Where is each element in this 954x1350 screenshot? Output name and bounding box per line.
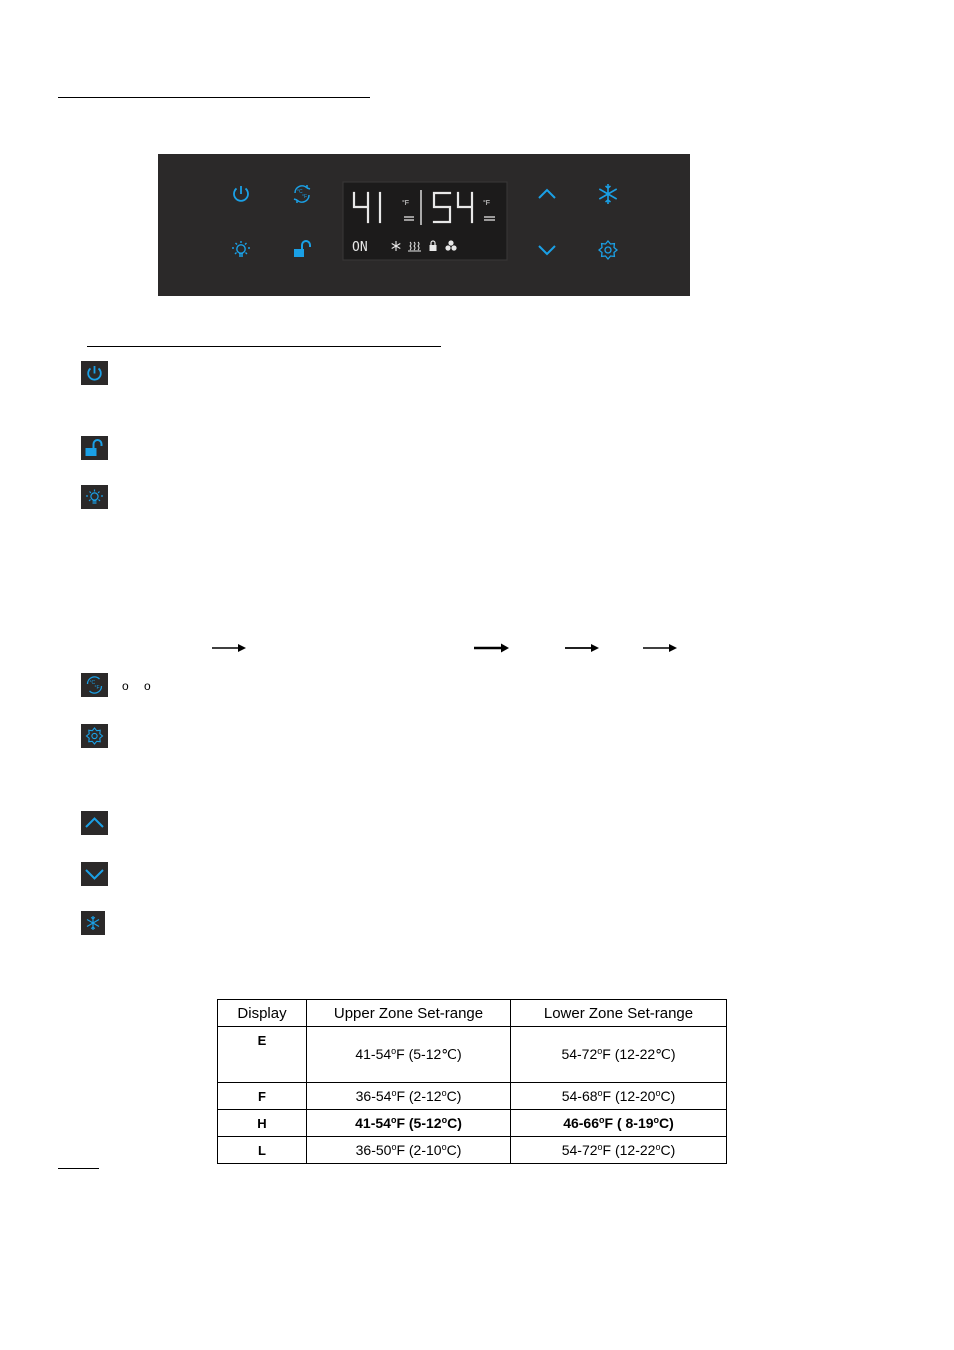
up-chevron-icon [86, 819, 103, 828]
section-underline [87, 346, 441, 347]
table-row [218, 1083, 727, 1110]
title-underline [58, 97, 370, 98]
legend-power-chip [81, 361, 108, 385]
flow-arrow-2 [474, 643, 509, 653]
legend-down-chip [81, 862, 108, 886]
upper-range: 36-50$^o$F (2-10$^o$C) [307, 1137, 511, 1164]
snowflake-icon [87, 916, 99, 930]
display-code: E [218, 1027, 307, 1083]
light-icon [232, 241, 250, 256]
flow-arrow-4 [643, 643, 677, 653]
display-code: H [218, 1110, 307, 1137]
lower-range: 54-68$^o$F (12-20$^o$C) [511, 1083, 727, 1110]
display-code: L [218, 1137, 307, 1164]
note-underline [58, 1168, 99, 1169]
upper-range: 41-54$^o$F (5-12$^o$C) [307, 1110, 511, 1137]
lower-range: 46-66$^o$F ( 8-19$^o$C) [511, 1110, 727, 1137]
table-row [218, 1110, 727, 1137]
down-chevron-icon [539, 246, 555, 254]
gear-icon [87, 728, 103, 744]
upper-range: 36-54$^o$F (2-12$^o$C) [307, 1083, 511, 1110]
lower-range: 54-72$^o$F (12-22℃) [511, 1027, 727, 1083]
header-display: Display [218, 1000, 307, 1027]
up-chevron-icon [539, 190, 555, 198]
down-chevron-icon [86, 870, 103, 879]
svg-text:°C: °C [297, 189, 303, 195]
lock-icon [294, 241, 310, 257]
right-unit-symbol: °F [483, 200, 491, 207]
display-code: F [218, 1083, 307, 1110]
degree-mark-1: o [122, 679, 129, 693]
power-icon [234, 186, 248, 201]
legend-snowflake-chip [81, 911, 105, 935]
snowflake-icon [599, 184, 616, 204]
svg-text:°C: °C [89, 680, 96, 686]
flow-arrow-3 [565, 643, 599, 653]
legend-unit-toggle-chip [81, 673, 108, 697]
set-range-table [217, 999, 727, 1164]
table-header-row [218, 1000, 727, 1027]
legend-gear-chip [81, 724, 108, 748]
header-upper-zone: Upper Zone Set-range [307, 1000, 511, 1027]
legend-light-chip [81, 485, 108, 509]
degree-mark-2: o [144, 679, 151, 693]
unit-toggle-icon [87, 677, 101, 693]
control-panel-image [158, 154, 690, 296]
status-text: ON [352, 240, 368, 255]
lower-range: 54-72$^o$F (12-22$^o$C) [511, 1137, 727, 1164]
power-icon [88, 366, 101, 380]
svg-text:°F: °F [302, 194, 308, 200]
svg-text:°F: °F [94, 685, 100, 691]
legend-up-chip [81, 811, 108, 835]
unit-toggle-icon [294, 185, 310, 203]
table-row [218, 1027, 727, 1083]
light-icon [86, 490, 103, 504]
lock-icon [86, 440, 102, 456]
flow-arrow-1 [212, 643, 246, 653]
table-row [218, 1137, 727, 1164]
upper-range: 41-54$^o$F (5-12℃) [307, 1027, 511, 1083]
header-lower-zone: Lower Zone Set-range [511, 1000, 727, 1027]
left-unit-symbol: °F [402, 200, 410, 207]
gear-icon [599, 241, 617, 259]
legend-lock-chip [81, 436, 108, 460]
